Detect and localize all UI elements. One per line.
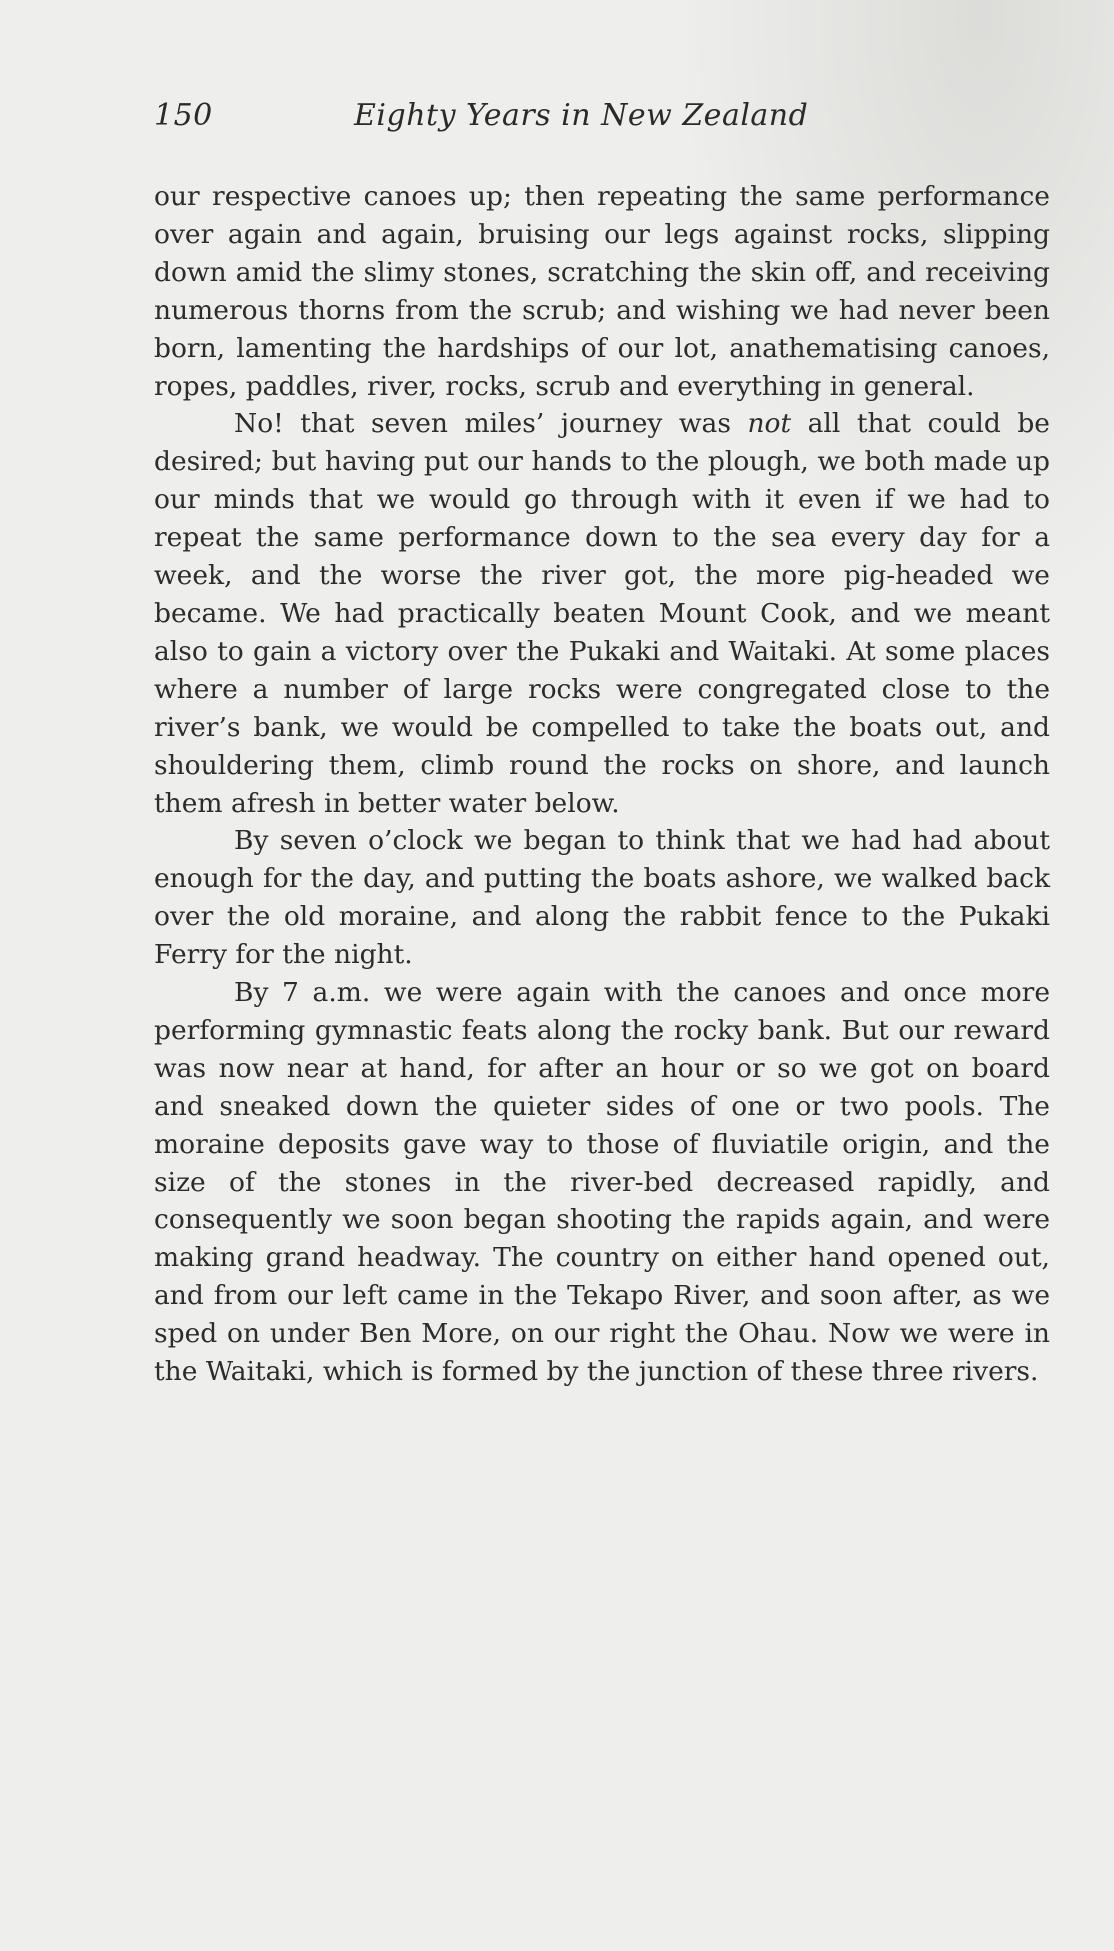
page-number: 150 bbox=[154, 98, 213, 133]
paragraph-2-emphasis: not bbox=[747, 408, 792, 440]
paragraph-2-start: No! that seven miles’ journey was bbox=[234, 408, 748, 440]
paragraph-2 bbox=[154, 405, 1050, 822]
text-body bbox=[154, 178, 1050, 1391]
paragraph-4: By 7 a.m. we were again with the canoes and once more performing gymnastic feats along the rocky bank. But our reward was now near at hand, for after an hour or so we got on board and sneaked down the quieter sides of one or two pools. The moraine deposits gave way to those of fluviatile origin, and the size of the stones in the river-bed decreased rapidly, and consequently we soon began shooting the rapids again, and were making grand headway. The country on either hand opened out, and from our left came in the Tekapo River, and soon after, as we sped on under Ben More, on our right the Ohau. Now we were in the Waitaki, which is formed by the junction of these three rivers. bbox=[154, 977, 1050, 1388]
paragraph-3: By seven o’clock we began to think that we had had about enough for the day, and putting the boats ashore, we walked back over the old moraine, and along the rabbit fence to the Pukaki Ferry for the night. bbox=[154, 825, 1050, 971]
running-head bbox=[154, 98, 954, 142]
paragraph-1: our respective canoes up; then repeating the same performance over again and again, bruising our legs against rocks, slipping down amid the slimy stones, scratching the skin off, and receiving numerous thorns from the scrub; and wishing we had never been born, lamenting the hardships of our lot, anathematising canoes, ropes, paddles, river, rocks, scrub and everything in general. bbox=[154, 181, 1050, 402]
paragraph-2-rest: all that could be desired; but having put our hands to the plough, we both made up our minds that we would go through with it even if we had to repeat the same performance down to the sea every day for a week, and the worse the river got, the more pig-headed we became. We had practically beaten Mount Cook, and we meant also to gain a victory over the Pukaki and Waitaki. At some places where a number of large rocks were congregated close to the river’s bank, we would be compelled to take the boats out, and shouldering them, climb round the rocks on shore, and launch them afresh in better water below. bbox=[154, 408, 1050, 819]
book-title: Eighty Years in New Zealand bbox=[354, 98, 809, 133]
